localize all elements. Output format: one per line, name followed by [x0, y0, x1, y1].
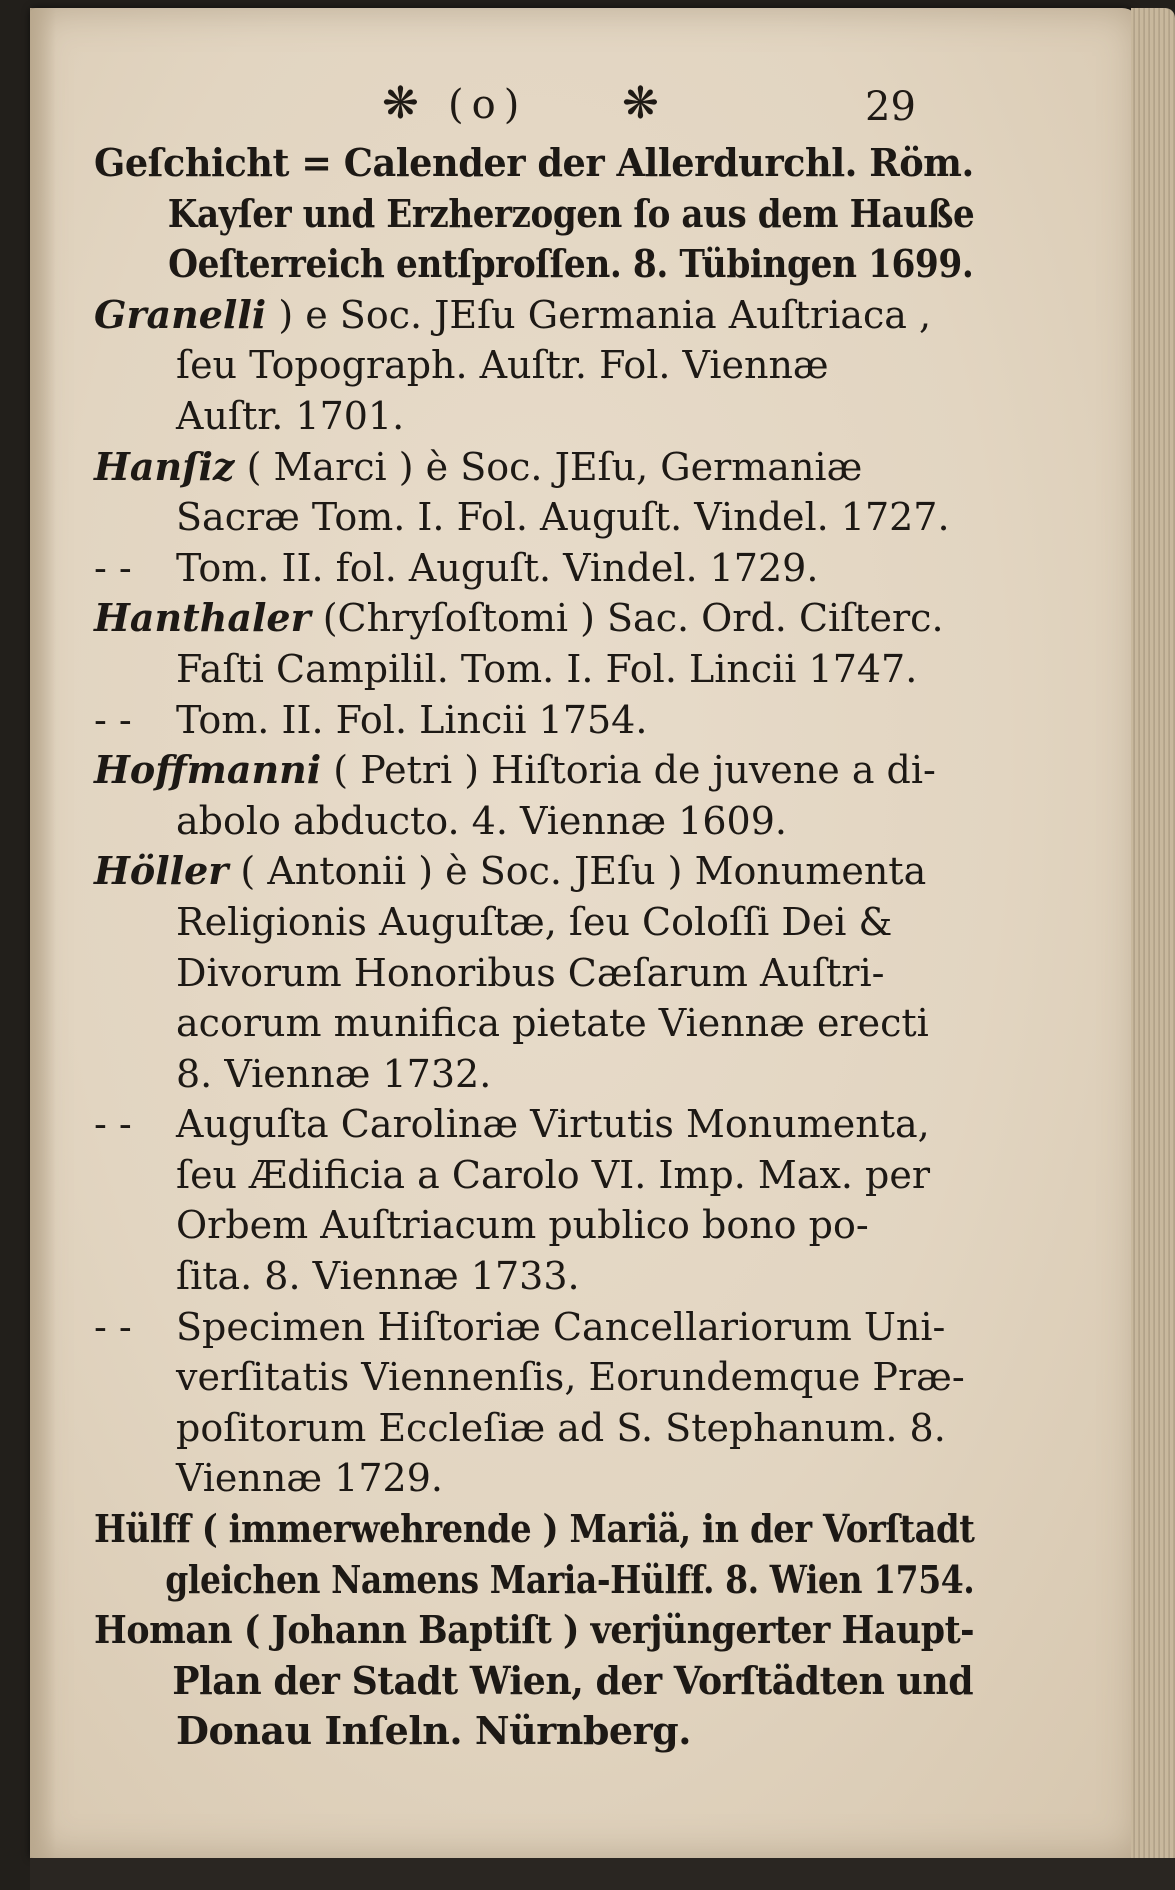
line-text: ſita. 8. Viennæ 1733. [176, 1254, 580, 1299]
entry-line [94, 1453, 974, 1504]
entry-line [94, 796, 974, 847]
bibliography-entry [94, 745, 974, 846]
entry-line [94, 1504, 975, 1555]
bibliography-entry [94, 593, 974, 745]
entry-line [94, 998, 974, 1049]
line-text: ( Petri ) Hiſtoria de juvene a di- [333, 748, 936, 793]
line-text: Homan ( Johann Baptiſt ) verjüngerter Haupt- [94, 1607, 975, 1653]
bibliography-entry [94, 138, 974, 290]
ornament-right-icon: ❋ [622, 78, 659, 129]
line-text: Tom. II. fol. Auguſt. Vindel. 1729. [176, 545, 819, 590]
running-header [0, 78, 1175, 138]
bibliography-entry [94, 442, 974, 594]
ditto-dash: - - [94, 697, 132, 742]
entry-line [94, 593, 974, 644]
line-text: Auſtr. 1701. [176, 393, 405, 438]
line-text: abolo abducto. 4. Viennæ 1609. [176, 798, 787, 843]
line-text: ſeu Topograph. Auſtr. Fol. Viennæ [176, 343, 829, 388]
author-name: Granelli [94, 291, 267, 337]
entry-line [94, 948, 974, 999]
entry-line [94, 290, 974, 341]
line-text: Auguſta Carolinæ Virtutis Monumenta, [176, 1102, 930, 1147]
line-text: Divorum Honoribus Cæſarum Auſtri- [176, 950, 885, 995]
entry-line [94, 897, 974, 948]
page-number: 29 [865, 84, 916, 130]
line-text: (Chryſoſtomi ) Sac. Ord. Ciſterc. [322, 596, 944, 641]
author-name: Hanſiz [94, 443, 235, 489]
entry-line [94, 138, 974, 189]
ornament-left-icon: ❋ [382, 78, 419, 129]
bottom-edge [30, 1858, 1175, 1890]
ditto-dash: - - [94, 1102, 132, 1147]
line-text: Religionis Auguſtæ, ſeu Coloſſi Dei & [176, 899, 893, 944]
entry-line [94, 1251, 974, 1302]
folio-mark: (o) [448, 82, 528, 128]
line-text: Viennæ 1729. [176, 1456, 443, 1501]
line-text: gleichen Namens Maria-Hülff. 8. Wien 1754. [165, 1556, 975, 1602]
line-text: Faſti Campilil. Tom. I. Fol. Lincii 1747. [176, 646, 918, 691]
line-text: 8. Viennæ 1732. [176, 1051, 492, 1096]
line-text: Donau Inſeln. Nürnberg. [176, 1708, 691, 1754]
line-text: Hülff ( immerwehrende ) Mariä, in der Vorſtadt [94, 1506, 975, 1552]
line-text: Kayſer und Erzherzogen ſo aus dem Hauße [167, 190, 975, 236]
entry-line [94, 1099, 974, 1150]
line-text: ( Antonii ) è Soc. JEſu ) Monumenta [240, 849, 927, 894]
line-text: ( Marci ) è Soc. JEſu, Germaniæ [246, 444, 863, 489]
bibliography-entry [94, 290, 974, 442]
ditto-dash: - - [94, 545, 132, 590]
page-edges [1131, 8, 1175, 1868]
entry-line [94, 1200, 974, 1251]
entry-line [94, 695, 974, 746]
entry-line [94, 1150, 974, 1201]
entry-line [94, 1605, 975, 1656]
entry-line [94, 492, 974, 543]
entry-line [94, 846, 974, 897]
bibliography-entry [94, 846, 974, 1504]
entry-line [94, 644, 974, 695]
entry-line [94, 1352, 974, 1403]
entry-line [94, 189, 975, 240]
entry-line [94, 543, 974, 594]
entry-line [94, 1302, 974, 1353]
line-text: Geſchicht = Calender der Allerdurchl. Röm. [94, 140, 974, 185]
author-name: Höller [94, 848, 229, 894]
bibliography-text [94, 138, 974, 1757]
line-text: Orbem Auſtriacum publico bono po- [176, 1203, 869, 1248]
entry-line [94, 1049, 974, 1100]
line-text: acorum munifica pietate Viennæ erecti [176, 1001, 929, 1046]
entry-line [94, 1706, 974, 1757]
entry-line [94, 1403, 974, 1454]
line-text: Tom. II. Fol. Lincii 1754. [176, 697, 648, 742]
line-text: ) e Soc. JEſu Germania Auſtriaca , [278, 292, 932, 337]
line-text: ſeu Ædificia a Carolo VI. Imp. Max. per [176, 1152, 931, 1197]
line-text: poſitorum Eccleſiæ ad S. Stephanum. 8. [176, 1405, 946, 1450]
line-text: Oeſterreich entſproſſen. 8. Tübingen 1699. [168, 241, 974, 287]
entry-line [94, 1555, 975, 1606]
line-text: Specimen Hiſtoriæ Cancellariorum Uni- [176, 1304, 946, 1349]
bibliography-entry [94, 1504, 974, 1757]
entry-line [94, 1656, 974, 1707]
line-text: verſitatis Viennenſis, Eorundemque Præ- [176, 1355, 965, 1400]
line-text: Sacræ Tom. I. Fol. Auguſt. Vindel. 1727. [176, 495, 950, 540]
entry-line [94, 239, 974, 290]
author-name: Hanthaler [94, 595, 311, 641]
entry-line [94, 745, 974, 796]
line-text: Plan der Stadt Wien, der Vorſtädten und [172, 1657, 974, 1703]
entry-line [94, 442, 974, 493]
page-gutter [30, 8, 56, 1858]
ditto-dash: - - [94, 1304, 132, 1349]
entry-line [94, 391, 974, 442]
author-name: Hoffmanni [94, 747, 322, 793]
entry-line [94, 340, 974, 391]
